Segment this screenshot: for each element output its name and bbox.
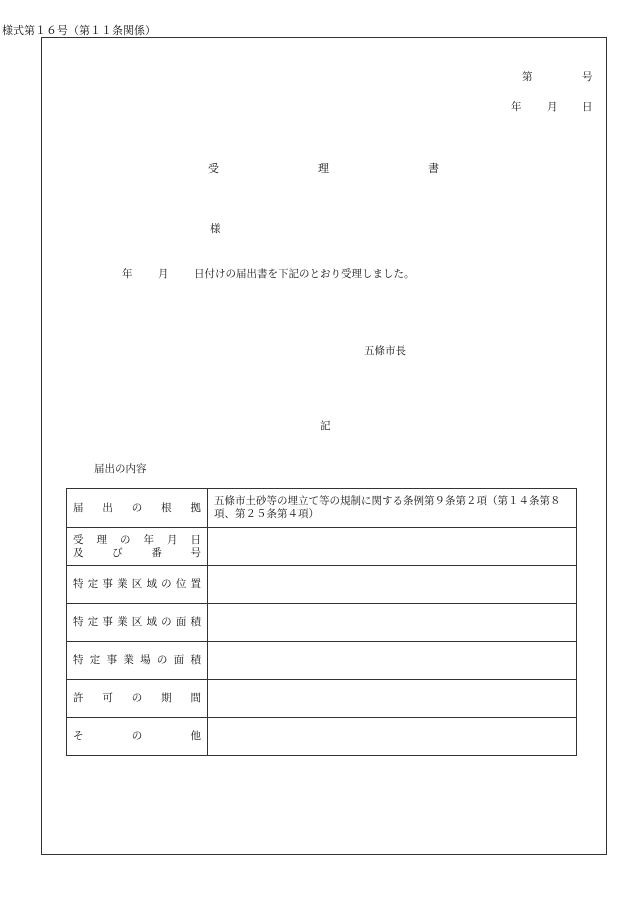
- label-char: の: [120, 533, 131, 546]
- date-month: 月: [547, 101, 558, 113]
- table-row: [67, 566, 577, 604]
- table-row: [67, 718, 577, 756]
- label-char: の: [156, 654, 168, 666]
- form-number-label: 様式第１６号（第１１条関係）: [2, 24, 156, 37]
- label-char: 事: [102, 578, 113, 590]
- row-value-basis: 五條市土砂等の埋立て等の規制に関する条例第９条第２項（第１４条第８項、第２５条第４項）: [208, 489, 577, 528]
- issuer-name: 五條市長: [364, 345, 406, 357]
- label-char: の: [131, 730, 143, 742]
- label-char: 域: [146, 578, 157, 590]
- label-char: 特: [73, 616, 84, 628]
- title-char: 受: [208, 162, 219, 175]
- label-char: 受: [73, 533, 84, 546]
- body-year: 年: [122, 268, 133, 280]
- label-char: 特: [73, 578, 84, 590]
- label-char: 期: [161, 692, 172, 704]
- label-char: 積: [190, 616, 201, 628]
- ki-heading: 記: [320, 420, 331, 432]
- table-row: [67, 528, 577, 566]
- row-value-area-size: [208, 604, 577, 642]
- label-char: 年: [143, 533, 154, 546]
- table-row: [67, 489, 577, 528]
- label-char: 出: [102, 501, 113, 514]
- label-char: 理: [96, 533, 107, 546]
- label-char: 月: [167, 533, 178, 546]
- addressee-suffix: 様: [210, 223, 221, 235]
- label-char: 業: [123, 654, 134, 666]
- label-char: の: [161, 616, 172, 628]
- number-go: 号: [582, 71, 593, 83]
- label-char: 根: [161, 501, 172, 514]
- label-char: 定: [87, 616, 99, 628]
- label-char: 定: [89, 654, 101, 666]
- label-char: 事: [102, 616, 113, 628]
- number-dai: 第: [522, 71, 533, 83]
- label-char: 届: [73, 501, 84, 514]
- label-char: 域: [146, 616, 157, 628]
- label-char: そ: [73, 730, 84, 742]
- label-char: 特: [73, 654, 84, 666]
- label-char: 番: [151, 546, 162, 559]
- row-label-area-size: [67, 604, 208, 642]
- row-label-acceptance-date-number: [67, 528, 208, 566]
- label-char: 置: [190, 578, 201, 590]
- label-char: 号: [190, 546, 201, 559]
- title-char: 理: [318, 162, 329, 175]
- row-label-other: [67, 718, 208, 756]
- row-value-other: [208, 718, 577, 756]
- label-char: 区: [131, 578, 143, 590]
- label-char: 位: [175, 578, 187, 590]
- label-char: 及: [73, 546, 84, 559]
- body-month: 月: [158, 268, 169, 280]
- table-row: [67, 642, 577, 680]
- section-label: 届出の内容: [94, 463, 147, 475]
- label-char: 許: [73, 692, 84, 704]
- row-value-site-size: [208, 642, 577, 680]
- label-char: 定: [87, 578, 99, 590]
- row-value-permit-period: [208, 680, 577, 718]
- label-char: 可: [102, 692, 113, 704]
- date-day: 日: [582, 101, 593, 113]
- label-char: の: [131, 501, 143, 514]
- label-char: 区: [131, 616, 143, 628]
- label-char: 積: [190, 654, 201, 666]
- table-row: [67, 604, 577, 642]
- notification-content-table: [66, 488, 577, 756]
- label-char: 場: [140, 654, 151, 666]
- label-char: 業: [117, 578, 128, 590]
- row-label-basis: [67, 489, 208, 528]
- label-char: の: [131, 692, 143, 704]
- row-label-area-location: [67, 566, 208, 604]
- label-char: 拠: [190, 501, 201, 514]
- date-year: 年: [511, 101, 522, 113]
- label-char: 面: [173, 654, 185, 666]
- body-sentence: 日付けの届出書を下記のとおり受理しました。: [194, 268, 415, 280]
- label-char: 他: [190, 730, 201, 742]
- row-value-area-location: [208, 566, 577, 604]
- label-char: 業: [117, 616, 128, 628]
- row-label-site-size: [67, 642, 208, 680]
- label-char: 面: [175, 616, 187, 628]
- row-label-permit-period: [67, 680, 208, 718]
- table-row: [67, 680, 577, 718]
- title-char: 書: [428, 162, 439, 175]
- label-char: 日: [190, 533, 201, 546]
- label-char: 間: [190, 692, 201, 704]
- label-char: び: [112, 546, 123, 559]
- label-char: 事: [106, 654, 118, 666]
- row-value-acceptance-date-number: [208, 528, 577, 566]
- label-char: の: [161, 578, 172, 590]
